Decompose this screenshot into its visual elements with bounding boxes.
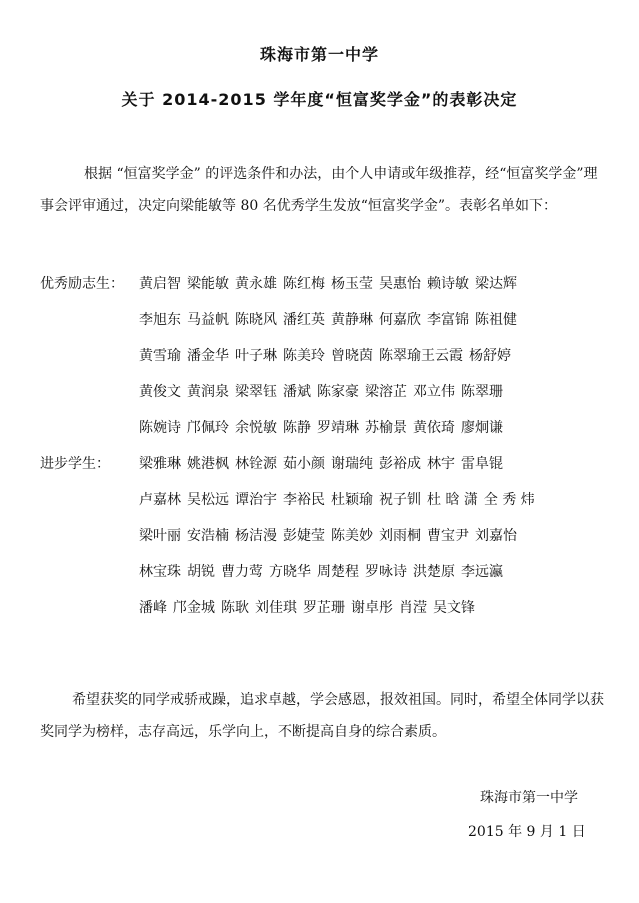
student-name: 李富锦 <box>427 312 469 328</box>
student-name: 陈家豪 <box>317 384 359 400</box>
student-name: 余悦敏 <box>235 420 277 436</box>
student-name: 谢瑞纯 <box>331 456 373 472</box>
student-name: 陈祖健 <box>475 312 517 328</box>
student-name: 林宝珠 <box>139 564 181 580</box>
student-name: 马益帆 <box>187 312 229 328</box>
student-name: 黄俊文 <box>139 384 181 400</box>
student-name: 罗靖琳 <box>317 420 359 436</box>
student-name: 杨舒婷 <box>469 348 511 364</box>
student-name: 陈红梅 <box>283 276 325 292</box>
student-name: 陈耿 <box>221 600 249 616</box>
student-name: 赖诗敏 <box>427 276 469 292</box>
school-title: 珠海市第一中学 <box>259 45 379 64</box>
student-name: 黄依琦 <box>413 420 455 436</box>
student-name: 潘峰 <box>139 600 167 616</box>
student-name: 胡锐 <box>187 564 215 580</box>
student-name: 苏榆景 <box>365 420 407 436</box>
student-name: 何嘉欣 <box>379 312 421 328</box>
signature-school: 珠海市第一中学 <box>480 790 578 806</box>
student-name: 邝佩玲 <box>187 420 229 436</box>
student-name: 曹宝尹 <box>427 528 469 544</box>
intro-paragraph: 根据 “恒富奖学金” 的评选条件和办法，由个人申请或年级推荐，经“恒富奖学金”理事会评审通过，决定向梁能敏等 80 名优秀学生发放“恒富奖学金”。表彰名单如下： <box>40 166 598 214</box>
student-name: 潘金华 <box>187 348 229 364</box>
student-name: 梁叶丽 <box>139 528 181 544</box>
student-name: 肖滢 <box>399 600 427 616</box>
student-name: 彭婕莹 <box>283 528 325 544</box>
student-name: 陈静 <box>283 420 311 436</box>
student-name: 罗咏诗 <box>365 564 407 580</box>
student-name: 谭治宇 <box>235 492 277 508</box>
student-name: 梁溶芷 <box>365 384 407 400</box>
student-name: 杜颖瑜 <box>331 492 373 508</box>
name-row <box>139 446 609 482</box>
name-row <box>139 338 609 374</box>
student-name: 雷阜锟 <box>461 456 503 472</box>
student-name: 吴松远 <box>187 492 229 508</box>
student-name: 陈婉诗 <box>139 420 181 436</box>
student-name: 彭裕成 <box>379 456 421 472</box>
name-row <box>139 482 609 518</box>
student-name: 杨洁漫 <box>235 528 277 544</box>
student-name: 罗芷珊 <box>303 600 345 616</box>
name-row <box>139 590 609 626</box>
student-name: 杨玉莹 <box>331 276 373 292</box>
student-name: 陈美妙 <box>331 528 373 544</box>
student-name: 梁翠钰 <box>235 384 277 400</box>
student-name: 黄启智 <box>139 276 181 292</box>
student-name: 李裕民 <box>283 492 325 508</box>
excellent-students-label: 优秀励志生： <box>40 276 124 292</box>
student-name: 黄雪瑜 <box>139 348 181 364</box>
student-name: 陈翠瑜王云霞 <box>379 348 463 364</box>
student-name: 杜 晗 潇 <box>427 492 478 508</box>
student-name: 黄静琳 <box>331 312 373 328</box>
student-name: 梁能敏 <box>187 276 229 292</box>
student-name: 林宇 <box>427 456 455 472</box>
student-name: 吴文锋 <box>433 600 475 616</box>
student-name: 陈翠珊 <box>461 384 503 400</box>
student-name: 曾晓茵 <box>331 348 373 364</box>
name-row <box>139 374 609 410</box>
student-name: 祝子钏 <box>379 492 421 508</box>
name-row <box>139 266 609 302</box>
progress-students-label: 进步学生： <box>40 456 110 472</box>
student-name: 潘斌 <box>283 384 311 400</box>
student-name: 叶子琳 <box>235 348 277 364</box>
student-name: 曹力莺 <box>221 564 263 580</box>
student-name: 李旭东 <box>139 312 181 328</box>
student-name: 陈美玲 <box>283 348 325 364</box>
student-name: 方晓华 <box>269 564 311 580</box>
student-name: 姚港枫 <box>187 456 229 472</box>
decision-title: 关于 2014-2015 学年度“恒富奖学金”的表彰决定 <box>121 90 518 109</box>
closing-paragraph: 希望获奖的同学戒骄戒躁，追求卓越，学会感恩，报效祖国。同时，希望全体同学以获奖同学为榜样，志存高远，乐学向上，不断提高自身的综合素质。 <box>40 692 604 740</box>
student-name: 刘雨桐 <box>379 528 421 544</box>
signature-date: 2015 年 9 月 1 日 <box>468 824 586 840</box>
student-name: 廖炯谦 <box>461 420 503 436</box>
student-name: 全 秀 炜 <box>483 492 535 508</box>
student-name: 梁达辉 <box>475 276 517 292</box>
student-name: 洪楚原 <box>413 564 455 580</box>
student-name: 潘红英 <box>283 312 325 328</box>
student-name: 黄永雄 <box>235 276 277 292</box>
student-name: 安浩楠 <box>187 528 229 544</box>
student-name: 李远瀛 <box>461 564 503 580</box>
student-name: 周楚程 <box>317 564 359 580</box>
student-name: 卢嘉林 <box>139 492 181 508</box>
student-name: 邓立伟 <box>413 384 455 400</box>
student-name: 刘佳琪 <box>255 600 297 616</box>
student-name: 刘嘉怡 <box>475 528 517 544</box>
name-row <box>139 302 609 338</box>
student-name: 陈晓风 <box>235 312 277 328</box>
student-name: 茹小颜 <box>283 456 325 472</box>
name-row <box>139 410 609 446</box>
student-name: 邝金城 <box>173 600 215 616</box>
student-name: 谢卓彤 <box>351 600 393 616</box>
student-name: 吴惠怡 <box>379 276 421 292</box>
student-name: 黄润泉 <box>187 384 229 400</box>
name-row <box>139 554 609 590</box>
name-row <box>139 518 609 554</box>
student-name: 林铨源 <box>235 456 277 472</box>
student-name: 梁雅琳 <box>139 456 181 472</box>
